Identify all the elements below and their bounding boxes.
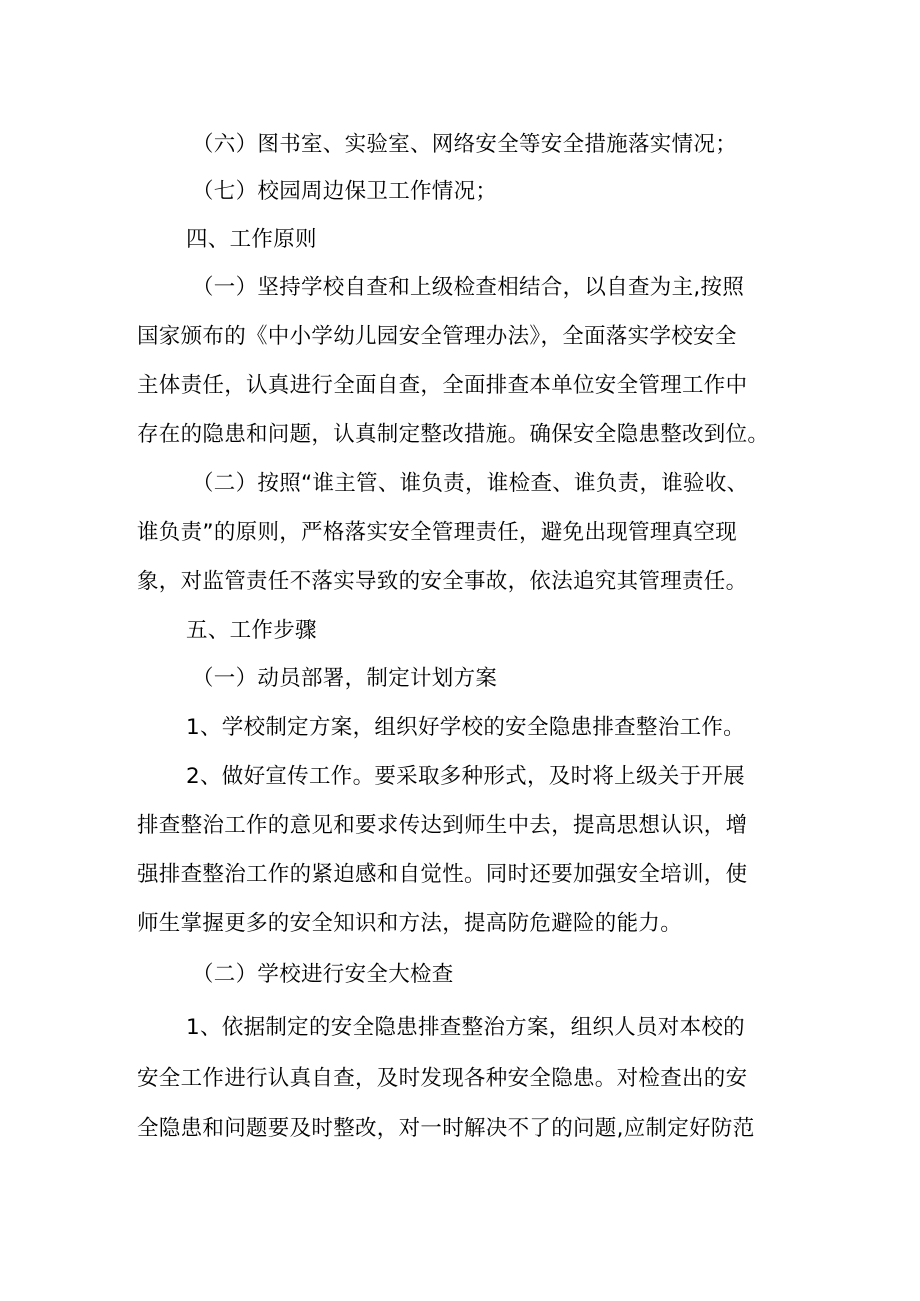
text-line: 主体责任，认真进行全面自查，全面排查本单位安全管理工作中	[137, 373, 748, 398]
text-line: 国家颁布的《中小学幼儿园安全管理办法》，全面落实学校安全	[137, 324, 737, 349]
text-line: 全隐患和问题要及时整改，对一时解决不了的问题,应制定好防范	[137, 1116, 755, 1141]
text-line: 2、做好宣传工作。要采取多种形式，及时将上级关于开展	[186, 764, 745, 789]
section-heading: 五、工作步骤	[186, 618, 317, 643]
text-line: 谁负责”的原则，严格落实安全管理责任，避免出现管理真空现	[137, 520, 738, 545]
text-line: （二）按照“谁主管、谁负责，谁检查、谁负责，谁验收、	[192, 471, 749, 496]
text-line: （一）动员部署，制定计划方案	[192, 666, 498, 691]
text-line: 象，对监管责任不落实导致的安全事故，依法追究其管理责任。	[137, 569, 748, 594]
text-line: 存在的隐患和问题，认真制定整改措施。确保安全隐患整改到位。	[137, 422, 770, 447]
section-heading: 四、工作原则	[186, 227, 317, 252]
text-line: （一）坚持学校自查和上级检查相结合，以自查为主,按照	[192, 275, 745, 300]
text-line: （七）校园周边保卫工作情况；	[192, 179, 498, 204]
text-line: （二）学校进行安全大检查	[192, 962, 454, 987]
text-line: 安全工作进行认真自查，及时发现各种安全隐患。对检查出的安	[137, 1066, 748, 1091]
text-line: 强排查整治工作的紧迫感和自觉性。同时还要加强安全培训，使	[137, 862, 748, 887]
text-line: 排查整治工作的意见和要求传达到师生中去，提高思想认识，增	[137, 813, 748, 838]
text-line: （六）图书室、实验室、网络安全等安全措施落实情况；	[192, 132, 738, 157]
text-line: 师生掌握更多的安全知识和方法，提高防危避险的能力。	[137, 911, 683, 936]
text-line: 1、依据制定的安全隐患排查整治方案，组织人员对本校的	[186, 1015, 745, 1040]
text-line: 1、学校制定方案，组织好学校的安全隐患排查整治工作。	[186, 715, 745, 740]
